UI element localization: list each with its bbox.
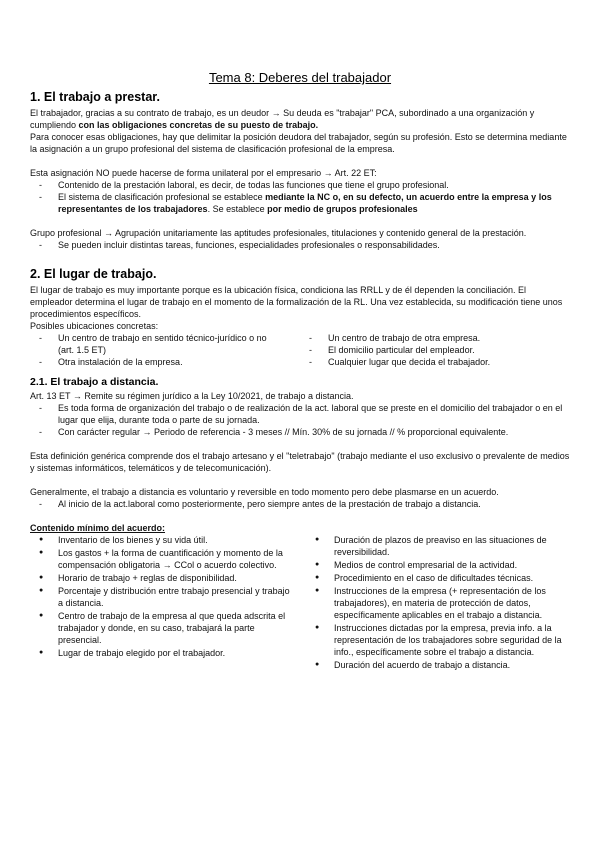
list-item: ● Duración de plazos de preaviso en las situaciones de reversibilidad. <box>334 534 570 558</box>
minimum-content-right-list <box>306 534 570 671</box>
list-item: - Al inicio de la act.laboral como posteriormente, pero siempre antes de la prestación de trabajo a distancia. <box>58 498 570 510</box>
list-item: - Un centro de trabajo de otra empresa. <box>328 332 570 344</box>
document-page <box>30 70 570 672</box>
section-2-1-paragraph-3: Generalmente, el trabajo a distancia es voluntario y reversible en todo momento pero debe plasmarse en un acuerdo. <box>30 487 499 497</box>
section-2-heading: 2. El lugar de trabajo. <box>30 267 157 281</box>
list-item: ● Lugar de trabajo elegido por el trabajador. <box>58 647 294 659</box>
list-item: - Cualquier lugar que decida el trabajador. <box>328 356 570 368</box>
group-list <box>30 239 570 251</box>
list-item: ● Inventario de los bienes y su vida útil. <box>58 534 294 546</box>
list-item: ● Los gastos + la forma de cuantificación y momento de la compensación obligatoria → CCol o acuerdo colectivo. <box>58 547 294 571</box>
locations-columns <box>30 332 570 368</box>
section-2-1-heading: 2.1. El trabajo a distancia. <box>30 376 159 388</box>
section-2-paragraph-1: El lugar de trabajo es muy importante porque es la ubicación física, condiciona las RRLL y de él dependen la conciliación. El empleador determina el lugar de trabajo en el momento de la formalización de la RL. Una vez establecida, su modificación tiene unos procedimientos específicos. <box>30 285 563 319</box>
locations-right-list <box>300 332 570 368</box>
minimum-content-left-list <box>30 534 294 659</box>
section-2-1-paragraph-1: Art. 13 ET → Remite su régimen jurídico a la Ley 10/2021, de trabajo a distancia. <box>30 391 354 401</box>
minimum-content-label: Contenido mínimo del acuerdo: <box>30 523 166 533</box>
list-item: ● Procedimiento en el caso de dificultades técnicas. <box>334 572 570 584</box>
list-item: ● Centro de trabajo de la empresa al que queda adscrita el trabajador y donde, en su caso, trabajará la parte presencial. <box>58 610 294 646</box>
minimum-content-columns <box>30 534 570 672</box>
locations-left-list <box>30 332 300 368</box>
list-item: - El domicilio particular del empleador. <box>328 344 570 356</box>
list-item: ● Porcentaje y distribución entre trabajo presencial y trabajo a distancia. <box>58 585 294 609</box>
agreement-timing-list <box>30 498 570 510</box>
list-item: - Contenido de la prestación laboral, es decir, de todas las funciones que tiene el grupo profesional. <box>58 179 570 191</box>
list-item: - Es toda forma de organización del trabajo o de realización de la act. laboral que se preste en el domicilio del trabajador o en el lugar que elija, durante toda o parte de su jornada. <box>58 402 570 426</box>
art22-list <box>30 179 570 215</box>
section-2-1-paragraph-2: Esta definición genérica comprende dos el trabajo artesano y el "teletrabajo" (trabajo mediante el uso exclusivo o prevalente de medios y sistemas informáticos, telemáticos y de telecomunicación). <box>30 451 570 473</box>
list-item: ● Duración del acuerdo de trabajo a distancia. <box>334 659 570 671</box>
telework-definition-list <box>30 402 570 438</box>
document-title: Tema 8: Deberes del trabajador <box>208 70 392 85</box>
section-1-paragraph-3: Esta asignación NO puede hacerse de forma unilateral por el empresario → Art. 22 ET: <box>30 168 377 178</box>
list-item: - Un centro de trabajo en sentido técnico-jurídico o no (art. 1.5 ET) <box>58 332 300 356</box>
section-1-paragraph-2: Para conocer esas obligaciones, hay que delimitar la posición deudora del trabajador, según su profesión. Esto se determina mediante la asignación a un grupo profesional del sistema de clasificación profesional de la empresa. <box>30 132 567 154</box>
list-item: - Con carácter regular → Periodo de referencia - 3 meses // Mín. 30% de su jornada // % proporcional equivalente. <box>58 426 570 438</box>
section-2-paragraph-2: Posibles ubicaciones concretas: <box>30 321 159 331</box>
section-1-paragraph-1: El trabajador, gracias a su contrato de trabajo, es un deudor → Su deuda es "trabajar" PCA, subordinado a una organización y cumpliendo con las obligaciones concretas de su puesto de trabajo. <box>30 108 535 130</box>
list-item: ● Instrucciones dictadas por la empresa, previa info. a la representación de los trabajadores sobre seguridad de la info., específicamente sobre el trabajo a distancia. <box>334 622 570 658</box>
list-item: - Se pueden incluir distintas tareas, funciones, especialidades profesionales o responsabilidades. <box>58 239 570 251</box>
list-item: ● Instrucciones de la empresa (+ representación de los trabajadores), en materia de protección de datos, específicamente aplicables en el trabajo a distancia. <box>334 585 570 621</box>
section-1-heading: 1. El trabajo a prestar. <box>30 90 160 104</box>
list-item: - Otra instalación de la empresa. <box>58 356 300 368</box>
list-item: - El sistema de clasificación profesional se establece mediante la NC o, en su defecto, un acuerdo entre la empresa y los representantes de los trabajadores. Se establece por medio de grupos profesionales <box>58 191 570 215</box>
list-item: ● Horario de trabajo + reglas de disponibilidad. <box>58 572 294 584</box>
list-item: ● Medios de control empresarial de la actividad. <box>334 559 570 571</box>
section-1-paragraph-4: Grupo profesional → Agrupación unitariamente las aptitudes profesionales, titulaciones y contenido general de la prestación. <box>30 228 527 238</box>
